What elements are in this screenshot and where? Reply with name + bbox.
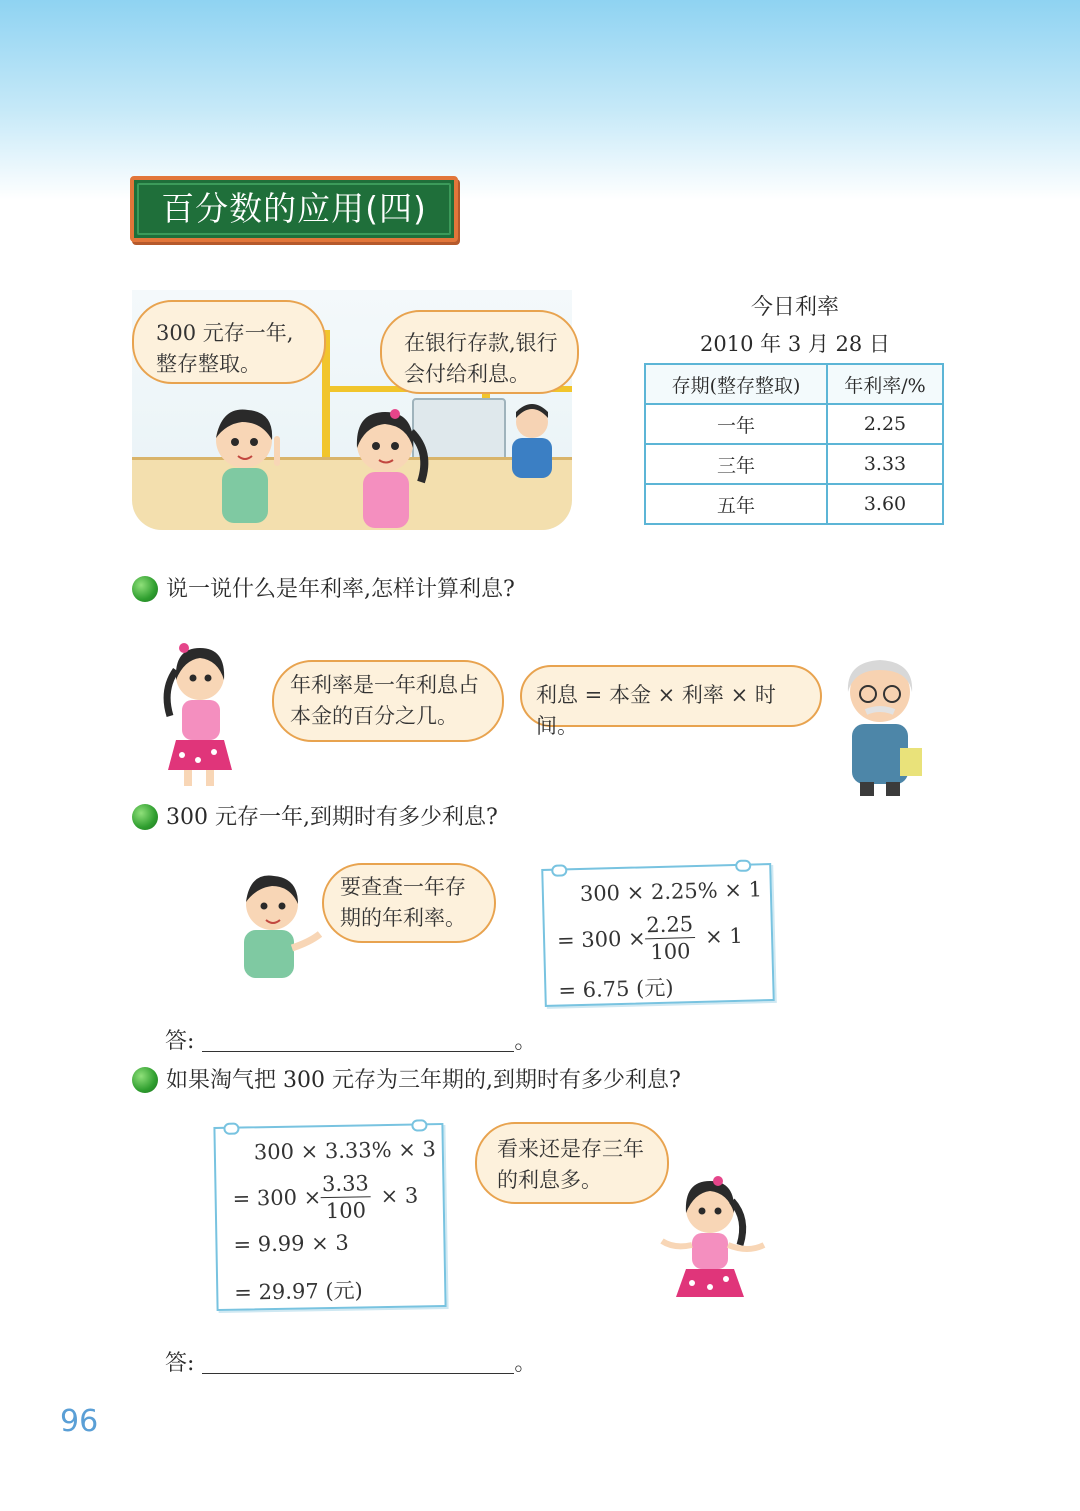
girl-speech-bubble bbox=[475, 1122, 669, 1204]
fraction-denominator: 100 bbox=[650, 939, 691, 965]
calc-line: = 300 × bbox=[232, 1185, 322, 1211]
answer-period: 。 bbox=[514, 1351, 537, 1376]
calc-line: × 3 bbox=[380, 1183, 419, 1209]
rate-cell: 3.60 bbox=[827, 484, 943, 524]
interest-rate-table bbox=[644, 363, 944, 525]
column-header-rate: 年利率/% bbox=[827, 364, 943, 404]
lesson-title-plate bbox=[130, 176, 458, 242]
pin-icon bbox=[735, 860, 751, 872]
teacher-speech-text: 利息 = 本金 × 利率 × 时间。 bbox=[536, 683, 776, 738]
pin-icon bbox=[411, 1119, 427, 1131]
girl-speech-text: 看来还是存三年的利息多。 bbox=[497, 1137, 644, 1192]
rate-cell: 3.33 bbox=[827, 444, 943, 484]
term-cell: 五年 bbox=[645, 484, 827, 524]
question-3 bbox=[132, 1065, 681, 1097]
green-bullet-icon bbox=[132, 576, 158, 602]
calc-line: 300 × 3.33% × 3 bbox=[253, 1137, 437, 1165]
table-row bbox=[645, 444, 943, 484]
fraction-numerator: 2.25 bbox=[644, 911, 695, 939]
answer-line-1 bbox=[165, 1024, 536, 1055]
answer-label: 答: bbox=[165, 1029, 195, 1054]
calc-line: = 29.97 (元) bbox=[234, 1278, 363, 1305]
girl-speech-bubble bbox=[380, 310, 579, 394]
question-1-text: 说一说什么是年利率,怎样计算利息? bbox=[166, 577, 515, 602]
answer-line-2 bbox=[165, 1346, 536, 1377]
rate-table-date: 2010 年 3 月 28 日 bbox=[700, 332, 890, 356]
question-2 bbox=[132, 802, 498, 834]
girl-speech-text: 在银行存款,银行会付给利息。 bbox=[404, 331, 558, 386]
table-header-row bbox=[645, 364, 943, 404]
page-number: 96 bbox=[60, 1404, 99, 1439]
rate-table-title: 今日利率 bbox=[750, 295, 839, 320]
answer-blank[interactable] bbox=[202, 1031, 514, 1052]
green-bullet-icon bbox=[132, 804, 158, 830]
term-cell: 一年 bbox=[645, 404, 827, 444]
table-row bbox=[645, 484, 943, 524]
fraction bbox=[320, 1170, 371, 1224]
calc-line: = 9.99 × 3 bbox=[233, 1230, 350, 1257]
calc-line: = 6.75 (元) bbox=[558, 975, 674, 1003]
calculation-note bbox=[541, 863, 775, 1007]
boy-speech-bubble bbox=[322, 863, 496, 943]
pin-icon bbox=[551, 864, 567, 876]
teacher-speech-bubble bbox=[520, 665, 822, 738]
answer-label: 答: bbox=[165, 1351, 195, 1376]
girl-speech-text: 年利率是一年利息占本金的百分之几。 bbox=[290, 673, 479, 728]
calc-line: = 300 × bbox=[556, 926, 647, 953]
column-header-term: 存期(整存整取) bbox=[645, 364, 827, 404]
teacher-figure bbox=[830, 652, 930, 802]
fraction bbox=[644, 911, 695, 965]
term-cell: 三年 bbox=[645, 444, 827, 484]
boy-figure bbox=[232, 868, 322, 983]
question-2-text: 300 元存一年,到期时有多少利息? bbox=[166, 805, 498, 830]
fraction-numerator: 3.33 bbox=[320, 1170, 370, 1198]
boy-speech-text: 300 元存一年,整存整取。 bbox=[156, 321, 294, 376]
question-1 bbox=[132, 574, 515, 606]
question-3-text: 如果淘气把 300 元存为三年期的,到期时有多少利息? bbox=[166, 1068, 681, 1093]
girl-figure bbox=[162, 640, 242, 790]
lesson-title: 百分数的应用(四) bbox=[161, 189, 427, 228]
calc-line: × 1 bbox=[704, 923, 744, 949]
answer-period: 。 bbox=[514, 1029, 537, 1054]
boy-figure bbox=[202, 400, 292, 530]
answer-blank[interactable] bbox=[202, 1353, 514, 1374]
girl-speech-bubble bbox=[272, 660, 504, 742]
green-bullet-icon bbox=[132, 1067, 158, 1093]
header-background bbox=[0, 0, 1080, 200]
rate-cell: 2.25 bbox=[827, 404, 943, 444]
boy-speech-bubble bbox=[132, 300, 326, 384]
bank-clerk-figure bbox=[502, 400, 562, 480]
table-row bbox=[645, 404, 943, 444]
fraction-denominator: 100 bbox=[325, 1198, 367, 1224]
girl-figure bbox=[337, 402, 437, 530]
boy-speech-text: 要查查一年存期的年利率。 bbox=[340, 875, 466, 930]
girl-figure bbox=[660, 1175, 770, 1310]
calc-line: 300 × 2.25% × 1 bbox=[579, 877, 763, 907]
calculation-note bbox=[213, 1123, 446, 1311]
pin-icon bbox=[223, 1123, 239, 1135]
